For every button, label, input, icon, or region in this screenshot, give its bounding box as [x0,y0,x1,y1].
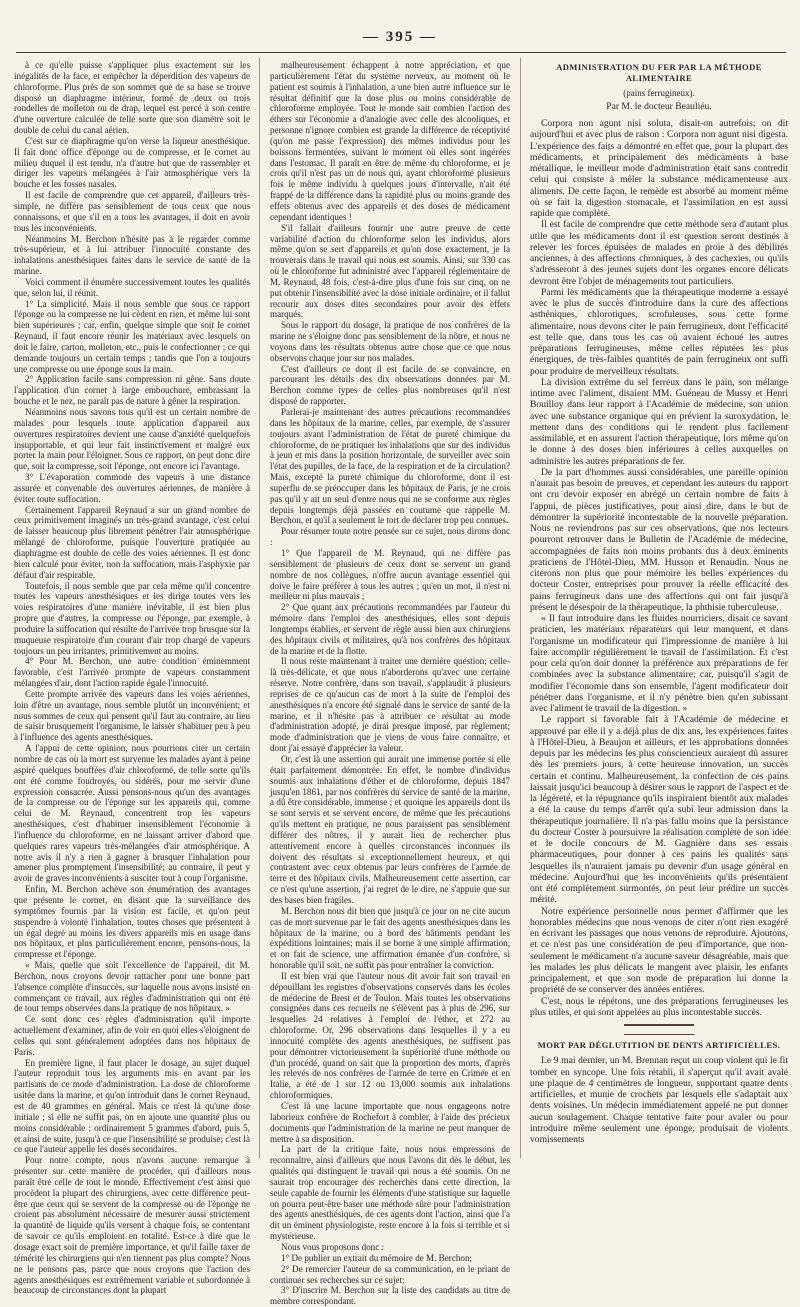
paragraph: Néanmoins nous savons tous qu'il est un certain nombre de malades pour lesquels toute application d'appareil aux ouvertures respiratoires devient une cause d'anxiété quelquefois insupportable, et qui leur fait instinctivement et malgré eux porter la main pour l'éloigner. Sous ce rapport, on peut donc dire que, soit la compresse, soit l'éponge, ont encore ici l'avantage. [14,407,250,472]
column-left [14,60,250,1296]
column-divider-1 [259,58,260,1158]
paragraph: malheureusement échappent à notre appréciation, et que particulièrement l'état du système nerveux, au moment où le patient est soumis à l'inhalation, a une bien autre influence sur le résultat définitif que la dose plus ou moins considérable de chloroforme employée. Tout le monde sait combien l'action des éthers sur l'économie a d'analogie avec celle des alcooliques, et personne n'ignore combien est grande la différence de réceptivité (qu'on me passe l'expression) des mêmes individus pour les boissons fermentées, suivant le moment où elles sont ingérées dans l'estomac. Il paraît en être de même du chloroforme, et je crois qu'il n'est pas un de nous qui, ayant chloroformé plusieurs fois le même individu à quelques jours d'intervalle, n'ait été frappé de la différence dans la rapidité plus ou moins grande des effets obtenus avec des appareils et des doses de médicament cependant identiques ! [270,60,510,222]
article-body-teeth [530,1055,788,1145]
article-subtitle-iron: (pains ferrugineux). [623,87,695,98]
paragraph: 1° De publier un extrait du mémoire de M. Berchon; [281,1252,473,1263]
paragraph: Parmi les médicaments que la thérapeutique moderne a essayé avec le plus de succès d'introduire dans la cure des affections asthéniques, chlorotiques, scrofuleuses, sous cette forme alimentaire, nous devons citer le pain ferrugineux, dont l'efficacité est telle que, dans tous les cas où avaient échoué les autres préparations ferrugineuses, même celles réputées les plus énergiques, de très-faibles quantités de pain ferrugineux ont suffi pour produire de merveilleux résultats. [530,286,788,377]
paragraph: Sous le rapport du dosage, la pratique de nos confrères de la marine ne s'éloigne donc pas sensiblement de la nôtre, et nous ne voyons dans les résultats obtenus autre chose que ce que nous observons chaque jour sur nos malades. [270,320,510,363]
paragraph: « Mais, quelle que soit l'excellence de l'appareil, dit M. Berchon, nous croyons devoir rattacher pour une bonne part l'absence complète d'insuccès, sur laquelle nous avons insisté en commençant ce travail, aux règles d'administration qui ont été de tout temps observées dans la pratique de nos hôpitaux. » [14,960,250,1014]
header-rule [16,52,786,53]
paragraph: 3° L'évaporation commode des vapeurs à une distance assurée et convenable des ouvertures aériennes, de manière à éviter toute suffocation. [14,472,250,504]
paragraph: Certainement l'appareil Reynaud a sur un grand nombre de ceux primitivement imaginés un très-grand avantage, c'est celui de laisser beaucoup plus librement pénétrer l'air atmosphérique mélangé de chloroforme, puisque l'ouverture pratiquée au diaphragme est double de celle des voies aériennes. Il est donc bien calculé pour éviter, non la suffocation, mais l'asphyxie par défaut d'air respirable. [14,504,250,580]
column-middle [270,60,510,1307]
section-ornament [624,1024,694,1035]
paragraph: 1° La simplicité. Mais il nous semble que sous ce rapport l'éponge ou la compresse ne lui cèdent en rien, et même lui sont bien supérieures ; car, enfin, quelque simple que soit le cornet Reynaud, il faut encore réunir les matériaux avec lesquels on doit le faire, carton, molleton, etc., puis le confectionner ; ce qui demande toujours un certain temps ; tandis que l'on a toujours une compresse ou une éponge sous la main. [14,298,250,374]
article-author: Par M. le docteur Beauliéu. [606,100,712,112]
paragraph: La division extrême du sel ferreux dans le pain, son mélange intime avec l'aliment, disaient MM. Guéneau de Mussy et Henri Bouilloy dans leur rapport à l'Académie de médecine, son union avec une substance organique qui en prévient la suroxydation, le mettent dans des conditions qui le rendent plus facilement assimilable, et en assurent l'action thérapeutique, lors même qu'on le donne à des doses bien inférieures à celles auxquelles on administre les autres préparations de fer. [530,376,788,467]
paragraph: 2° Que quant aux précautions recommandées par l'auteur du mémoire dans l'emploi des anesthésiques, elles sont depuis longtemps établies, et servent de règle aussi bien aux chirurgiens des hôpitaux civils et militaires, qu'à nos confrères des hôpitaux de la marine et de la flotte. [270,602,510,656]
paragraph: Le 9 mai dernier, un M. Brennan reçut un coup violent qui le fit tomber en syncope. Une fois rétabli, il s'aperçut qu'il avait avalé une plaque de 4 centimètres de longueur, supportant quatre dents artificielles, et munie de crochets par lesquels elle s'adaptait aux dents voisines. Un médecin immédiatement appelé ne put donner aucun soulagement. Chaque tentative faite pour avaler ou pour introduire même seulement une éponge, produisait de violents vomissements [530,1055,788,1145]
paragraph: Notre expérience personnelle nous permet d'affirmer que les honorables médecins que nous venons de citer n'ont rien exagéré en écrivant les passages que nous venons de reproduire. Ajoutons, et ce n'est pas une considération de peu d'importance, que non-seulement le médicament n'a aucune saveur désagréable, mais que les malades les plus délicats le mangent avec plaisir, les enfants principalement, et que son mode de préparation lui donne la propriété de se conserver des années entières. [530,905,788,996]
page-number: — 395 — [363,28,437,45]
paragraph: C'est là une lacune importante que nous engageons notre laborieux confrère de Rochefort à combler, à l'aide des précieux documents que l'administration de la marine ne peut manquer de mettre à sa disposition. [270,1101,510,1144]
paragraph: Voici comment il énumère successivement toutes les qualités que, selon lui, il réunit. [14,276,250,298]
paragraph: Enfin, M. Berchon achève son énumération des avantages que présente le cornet, en disant que la surveillance des symptômes fournis par la vision est facile, et qu'on peut suspendre à volonté l'inhalation, toutes choses que présentent à un égal degré au moins les divers appareils mis en usage dans nos hôpitaux, et plus particulièrement encore, pensons-nous, la compresse et l'éponge. [14,884,250,960]
paragraph: Il est facile de comprendre que cet appareil, d'ailleurs très-simple, ne diffère pas sensiblement de tous ceux que nous connaissons, et que s'il en a tous les avantages, il doit en avoir tous les inconvénients. [14,190,250,233]
paragraph: Pour notre compte, nous n'avons aucune remarque à présenter sur cette manière de procéder, qui d'ailleurs nous paraît être celle de tout le monde. Effectivement c'est ainsi que procèdent la plupart des chirurgiens, avec cette différence peut-être que ceux qui se servent de la compresse ou de l'éponge ne croient pas absolument nécessaire de mesurer aussi strictement la quantité de liquide qu'ils versent à chaque fois, se contentant de savoir ce qu'ils emploient en totalité. Est-ce à dire que le dosage exact soit de première importance, et qu'il faille taxer de témérité les chirurgiens qui n'en tiennent pas plus compte? Nous ne le pensons pas, parce que nous croyons que l'action des agents anesthésiques est extrêmement variable et subordonnée à beaucoup de circonstances dont la plupart [14,1155,250,1296]
article-title-teeth: MORT PAR DÉGLUTITION DE DENTS ARTIFICIELLES. [537,1040,781,1050]
paragraph: S'il fallait d'ailleurs fournir une autre preuve de cette variabilité d'action du chloroforme selon les individus, alors même qu'on se sert d'appareils et qu'on dose exactement, je la trouverais dans le travail qui nous est soumis. Ainsi, sur 330 cas où le chloroforme fut administré avec l'appareil réglementaire de M. Reynaud, 48 fois, c'est-à-dire plus d'une fois sur cinq, on ne put obtenir l'insensibilité avec la dose initiale ordinaire, et il fallut recourir aux doses dites secondaires pour avoir des effets marqués. [270,222,510,320]
paragraph: C'est d'ailleurs ce dont il est facile de se convaincre, en parcourant les détails des dix observations données par M. Berchon comme types de celles plus nombreuses qu'il n'est disposé de rapporter. [270,363,510,407]
paragraph: Corpora non agunt nisi soluta, disait-on autrefois; on dit aujourd'hui et avec plus de raison : Corpora non agunt nisi digesta. L'expérience des faits a démontré en effet que, pour la plupart des médicaments, et principalement des médicaments à base métallique, le meilleur mode d'administration était sans contredit celui qui consiste à mêler la substance médicamenteuse aux aliments. De cette façon, le remède est absorbé au moment même où se fait la digestion stomacale, et l'assimilation en est aussi rapide que complète. [530,118,788,219]
paragraph: Néanmoins M. Berchon n'hésite pas à le regarder comme très-supérieur, et à lui attribuer l'innocuité constante des inhalations anesthésiques faites dans le service de santé de la marine. [14,233,250,277]
paragraph: Nous vous proposons donc : [281,1241,385,1252]
paragraph: 1° Que l'appareil de M. Reynaud, qui ne diffère pas sensiblement de plusieurs de ceux dont se servent un grand nombre de nos collègues, n'offre aucun avantage essentiel qui doive le faire préférer à tous les autres ; qu'en un mot, il n'est ni meilleur ni plus mauvais ; [270,547,510,602]
column-divider-2 [520,58,521,1158]
page-header [0,26,800,48]
paragraph: Pour résumer toute notre pensée sur ce sujet, nous dirons donc : [270,526,510,548]
paragraph: C'est, nous le répétons, une des préparations ferrugineuses les plus utiles, et qui sont appelées au plus incontestable succès. [530,995,788,1018]
article-title-iron: ADMINISTRATION DU FER PAR LA MÉTHODE ALIMENTAIRE [556,62,762,84]
paragraph: Cette prompte arrivée des vapeurs dans les voies aériennes, loin d'être un avantage, nous semble plutôt un inconvénient; et nous sommes de ceux qui pensent qu'il faut au contraire, au lieu de saisir brusquement l'organisme, le laisser s'habituer peu à peu à l'influence des agents anesthésiques. [14,688,250,743]
paragraph: Il est bien vrai que l'auteur nous dit avoir fait son travail en dépouillant les registres d'observations conservés dans les écoles de médecine de Brest et de Toulon. Mais toutes les observations consignées dans ces recueils ne s'élèvent pas à plus de 296, sur lesquelles 24 relatives à l'emploi de l'éther, et 272 au chloroforme. Or, 296 observations dans lesquelles il y a eu innocuité complète des agents anesthésiques, ne suffisent pas pour démontrer victorieusement la supériorité d'une méthode ou d'un procédé, quand on sait que la proportion des morts, d'après les relevés de nos confrères de l'armée de terre en Crimée et en Italie, a été de 1 sur 12 ou 13,000 soumis aux inhalations chloroformiques. [270,970,510,1101]
paragraph: C'est sur ce diaphragme qu'on verse la liqueur anesthésique. Il fait donc office d'éponge ou de compresse, et le cornet au milieu duquel il est tendu, n'a d'autre but que de rassembler et diriger les vapeurs mélangées à l'air atmosphérique vers la bouche et les fosses nasales. [14,135,250,190]
article-body-iron [530,118,788,1018]
paragraph: A l'appui de cette opinion, nous pourrions citer un certain nombre de cas où la mort est survenue les malades ayant à peine aspiré quelques bouffées d'air chloroformé, de telle sorte qu'ils ont été comme foudroyés, ou sidérés, pour me servir d'une expression consacrée. Aussi pensons-nous qu'un des avantages de la compresse ou de l'éponge sur les appareils qui, comme celui de M. Reynaud, concentrent trop les vapeurs anesthésiques, c'est d'habituer insensiblement l'économie à l'influence du chloroforme, en ne laissant arriver d'abord que quelques rares vapeurs très-mélangées d'air atmosphérique. A notre avis il n'y a rien à gagner à brusquer l'inhalation pour amener plus promptement l'insensibilité; au contraire, il peut y avoir de graves inconvénients à susciter tout à coup l'organisme. [14,743,250,884]
paragraph: Le rapport si favorable fait à l'Académie de médecine et approuvé par elle il y a déjà plus de dix ans, les expériences faites à l'Hôtel-Dieu, à Beaujon et ailleurs, et les approbations données depuis par les médecins les plus consciencieux auraient dû assurer dès les premiers jours, à cette heureuse innovation, un succès certain et continu. Malheureusement, la confection de ces pains laissait jusqu'ici beaucoup à désirer sous le rapport de l'aspect et de la légèreté, et la répugnance qu'ils inspiraient bientôt aux malades a été la cause du temps d'arrêt qu'a subi leur admission dans la thérapeutique journalière. Il n'a pas fallu moins que la persistance du docteur Coster à poursuivre la réalisation complète de son idée et le docile concours de M. Gagnière dans ses essais pharmaceutiques, pour donner à ces pains les qualités sans lesquelles ils n'auraient jamais pu devenir d'un usage général en médecine. Aujourd'hui que les inconvénients qu'ils présentaient ont été complètement surmontés, on peut leur prédire un succès mérité. [530,714,788,906]
paragraph: à ce qu'elle puisse s'appliquer plus exactement sur les inégalités de la face, et empêcher la déperdition des vapeurs de chloroforme. Plus près de son sommet que de sa base se trouve disposé un diaphragme intérieur, formé de deux ou trois rondelles de molleton ou de drap, lequel est percé à son centre d'une ouverture calculée de telle sorte que son diamètre soit le double de celui du canal aérien. [14,60,250,136]
paragraph: Il est facile de comprendre que cette méthode sera d'autant plus utile que les médicaments dont il est question seront destinés à relever les forces épuisées de malades en proie à des débilités anciennes, à des affections chroniques, à des cachexies, ou qu'ils s'adresseront à des jeunes sujets dont les organes encore délicats devront être l'objet de ménagements tout particuliers. [530,219,788,287]
paragraph: 3° D'inscrire M. Berchon sur la liste des candidats au titre de membre correspondant. [270,1285,510,1307]
paragraph: Il nous reste maintenant à traiter une dernière question; celle-là très-délicate, et que nous n'aborderons qu'avec une certaine réserve. Notre confrère, dans son travail, s'applaudit à plusieurs reprises de ce qu'aucun cas de mort à la suite de l'emploi des anesthésiques n'a encore été signalé dans le service de santé de la marine, et il n'hésite pas à attribuer ce résultat au mode d'administration adopté, je dirai presque imposé, par règlement; mode d'administration que je viens de vous faire connaître, et dont j'ai essayé d'apprécier la valeur. [270,656,510,754]
paragraph: 2° Application facile sans compression ni gêne. Sans doute l'application d'un cornet à large embouchure, embrassant la bouche et le nez, ne paraît pas de nature à gêner la respiration. [14,374,250,407]
paragraph: Parlerai-je maintenant des autres précautions recommandées dans les hôpitaux de la marine, celles, par exemple, de s'assurer toujours avant l'administration de l'état de pureté chimique du chloroforme, de ne pratiquer les inhalations que sur des individus à jeun et mis dans la position horizontale, de surveiller avec soin l'état des pupilles, de la face, de la respiration et de la circulation? Mais, excepté la pureté chimique du chloroforme, dont il est superflu de se préoccuper dans les hôpitaux de Paris, je ne crois pas qu'il y ait un seul d'entre nous qui ne se conforme aux règles depuis longtemps déjà passées en coutume que rappelle M. Berchon, et qu'il a seulement le tort de déclarer trop peu connues. [270,407,510,526]
paragraph: M. Berchon nous dit bien que jusqu'à ce jour on ne cite aucun cas de mort survenue par le fait des agents anesthésiques dans les hôpitaux de la marine, ou à bord des bâtiments pendant les expéditions lointaines; mais il se borne à une simple affirmation, et on fait de science, une affirmation émanée d'un confrère, si honorable qu'il soit, ne suffit pas pour entraîner la conviction. [270,905,510,971]
paragraph: Ce sont donc ces règles d'administration qu'il importe actuellement d'examiner, afin de voir en quoi elles s'éloignent de celles qui sont généralement adoptées dans nos hôpitaux de Paris. [14,1014,250,1057]
paragraph: Toutefois, il nous semble que par cela même qu'il concentre toutes les vapeurs anesthésiques et les dirige toutes vers les voies respiratoires d'une manière inévitable, il est bien plus propre que d'autres, la compresse ou l'éponge, par exemple, à produire la suffocation qui résulte de l'arrivée trop brusque sur la muqueuse respiratoire d'un courant d'air trop chargé de vapeurs toujours un peu irritantes, primitivement au moins. [14,580,250,656]
paragraph: En première ligne, il faut placer le dosage, au sujet duquel l'auteur reproduit tous les arguments mis en avant par les partisans de ce mode d'administration. La dose de chloroforme usitée dans la marine, et qu'on introduit dans le cornet Reynaud, est de 40 grammes en général. Mais ce n'est là qu'une dose initiale ; si elle ne suffit pas, on en ajoute une quantité plus ou moins considérable : ordinairement 5 grammes d'abord, puis 5, et ainsi de suite, jusqu'à ce que l'insensibilité se produise; c'est là ce que l'auteur appelle les doses secondaires. [14,1057,250,1155]
paragraph: De la part d'hommes aussi considérables, une pareille opinion n'aurait pas besoin de preuves, et cependant les auteurs du rapport ont cru devoir exposer en abrégé un certain nombre de faits à l'appui, de pièces justificatives, pour ainsi dire, dans le but de démontrer la supériorité incontestable de la nouvelle préparation. Nous ne reviendrons pas sur ces observations, que nos lecteurs pourront retrouver dans le Bulletin de l'Académie de médecine, accompagnées de faits non moins probants dus à deux éminents praticiens de l'Hôtel-Dieu, MM. Husson et Renaudin. Nous ne citerons non plus que pour mémoire les belles expériences du docteur Coster, entreprises pour prouver la réelle efficacité des pains ferrugineux dans une des affections qui ont fait jusqu'à présent le désespoir de la thérapeutique, la phthisie tuberculeuse. [530,466,788,613]
paragraph: 2° De remercier l'auteur de sa communication, en le priant de continuer ses recherches sur ce sujet; [270,1263,510,1285]
paragraph: 4° Pour M. Berchon, une autre condition éminemment favorable, c'est l'arrivée prompte de vapeurs constamment mélangées d'air, dont l'action rapide égale l'innocuité. [14,656,250,689]
paragraph: Or, c'est là une assertion qui aurait une immense portée si elle était parfaitement démontrée. En effet, le nombre d'individus soumis aux inhalations d'éther et de chloroforme, depuis 1847 jusqu'en 1861, par nos confrères du service de santé de la marine, a dû être considérable, immense ; et quoique les appareils dont ils se sont servis et se servent encore, de même que les précautions qu'ils mettent en pratique, ne nous paraissent pas sensiblement différer des nôtres, il y aurait lieu de rechercher plus attentivement encore à quelles circonstances inconnues ils doivent des résultats si exceptionnellement heureux, et qui contrastent avec ceux obtenus par leurs confrères de l'armée de terre et des hôpitaux civils. Malheureusement cette assertion, car ce n'est qu'une assertion, j'ai regret de le dire, ne s'appuie que sur des bases bien fragiles. [270,754,510,905]
paragraph: La part de la critique faite, nous nous empressons de reconnaître, ainsi d'ailleurs que nous l'avons dit dès le début, les qualités qui distinguent le travail qui nous a été soumis. On ne saurait trop encourager des recherches dans cette direction, la seule capable de fournir les éléments d'une statistique sur laquelle on pourra peut-être baser une méthode sûre pour l'administration des agents anesthésiques, de ces agents dont l'action, ainsi que l'a dit un éminent physiologiste, reste encore à la fois si terrible et si mystérieuse. [270,1144,510,1242]
paragraph: « Il faut introduire dans les fluides nourriciers, disait ce savant praticien, les matériaux réparateurs qui leur manquent, et dans l'organisme un modificateur qui l'impressionne de manière à lui faire accomplir régulièrement le travail de l'assimilation. Et c'est pour cela qu'on doit donner la préférence aux préparations de fer combinées avec la substance alimentaire; car, puisqu'il s'agit de modifier l'économie dans son ensemble, l'agent modificateur doit pénétrer dans l'organisme, et il n'y pénètre bien qu'en subissant avec l'aliment le travail de la digestion. » [530,613,788,714]
column-right [530,60,788,1155]
